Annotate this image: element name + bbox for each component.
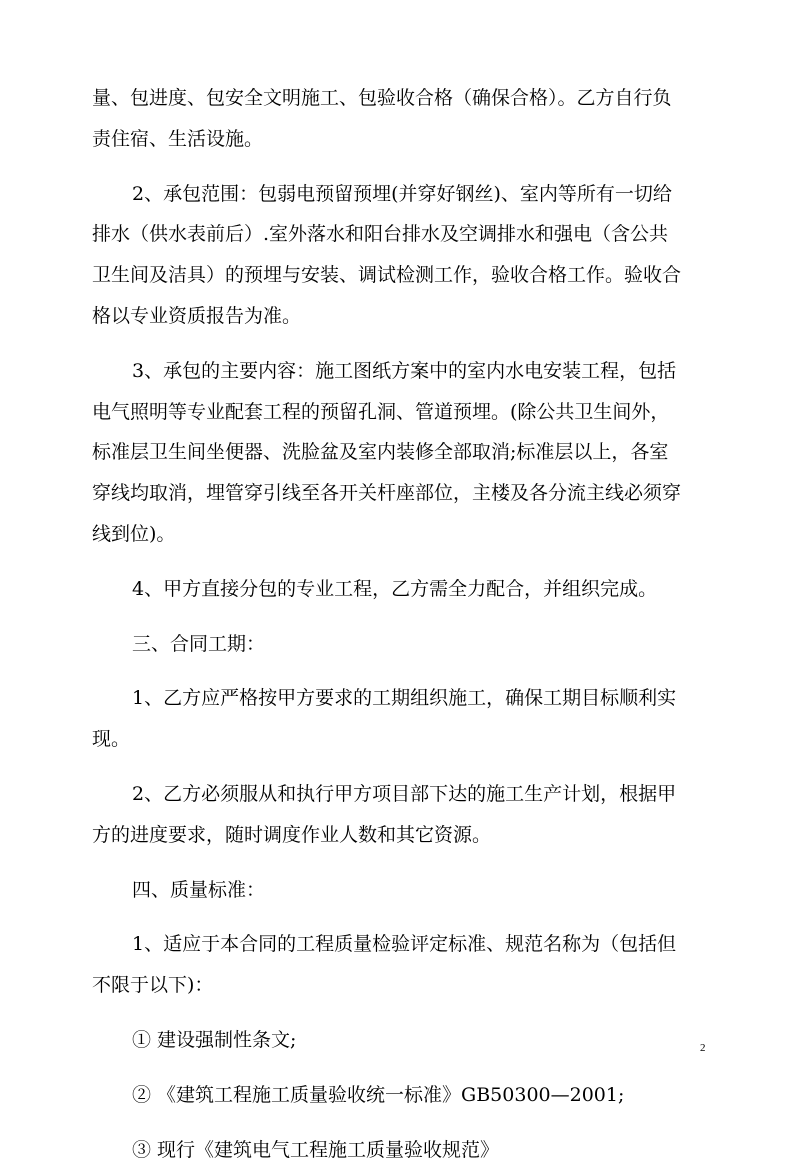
text-line: ① 建设强制性条文; bbox=[132, 1028, 297, 1051]
paragraph bbox=[92, 1075, 712, 1116]
text-line: 4、甲方直接分包的专业工程，乙方需全力配合，并组织完成。 bbox=[132, 577, 658, 600]
paragraph bbox=[92, 678, 712, 760]
paragraph-spacer bbox=[92, 337, 712, 351]
text-line: 责住宿、生活设施。 bbox=[92, 127, 264, 150]
text-line: 现。 bbox=[92, 728, 131, 751]
text-line: 电气照明等专业配套工程的预留孔洞、管道预埋。(除公共卫生间外， bbox=[92, 400, 670, 423]
text-line: 量、包进度、包安全文明施工、包验收合格（确保合格）。乙方自行负 bbox=[92, 87, 672, 109]
paragraph bbox=[92, 174, 712, 337]
text-line: 1、乙方应严格按甲方要求的工期组织施工，确保工期目标顺利实 bbox=[132, 687, 677, 710]
text-line: ② 《建筑工程施工质量验收统一标准》GB50300—2001; bbox=[132, 1083, 625, 1106]
text-line: 三、合同工期： bbox=[132, 632, 266, 655]
paragraph-spacer bbox=[92, 160, 712, 174]
text-line: 方的进度要求，随时调度作业人数和其它资源。 bbox=[92, 823, 492, 846]
text-line: 穿线均取消，埋管穿引线至各开关杆座部位，主楼及各分流主线必须穿 bbox=[92, 482, 682, 505]
paragraph bbox=[92, 351, 712, 555]
paragraph-spacer bbox=[92, 610, 712, 624]
paragraph-spacer bbox=[92, 760, 712, 774]
text-line: 格以专业资质报告为准。 bbox=[92, 304, 302, 327]
paragraph bbox=[92, 924, 712, 1006]
paragraph bbox=[92, 1020, 712, 1061]
text-line: 四、质量标准： bbox=[132, 878, 266, 901]
paragraph-spacer bbox=[92, 555, 712, 569]
text-line: 1、适应于本合同的工程质量检验评定标准、规范名称为（包括但 bbox=[132, 933, 677, 956]
paragraph bbox=[92, 870, 712, 911]
paragraph-spacer bbox=[92, 1061, 712, 1075]
paragraph bbox=[92, 1130, 712, 1170]
text-line: ③ 现行《建筑电气工程施工质量验收规范》 bbox=[132, 1138, 500, 1161]
paragraph-spacer bbox=[92, 664, 712, 678]
text-line: 线到位)。 bbox=[92, 522, 176, 545]
text-line: 2、承包范围：包弱电预留预埋(并穿好钢丝)、室内等所有一切给 bbox=[132, 182, 672, 205]
text-line: 2、乙方必须服从和执行甲方项目部下达的施工生产计划，根据甲 bbox=[132, 782, 677, 805]
document-body bbox=[92, 78, 712, 1170]
paragraph-spacer bbox=[92, 1006, 712, 1020]
text-line: 排水（供水表前后）.室外落水和阳台排水及空调排水和强电（含公共 bbox=[92, 223, 669, 246]
text-line: 不限于以下)： bbox=[92, 974, 214, 997]
text-line: 卫生间及洁具）的预埋与安装、调试检测工作，验收合格工作。验收合 bbox=[92, 264, 682, 287]
paragraph bbox=[92, 624, 712, 665]
paragraph bbox=[92, 569, 712, 610]
text-line: 标准层卫生间坐便器、洗脸盆及室内装修全部取消;标准层以上，各室 bbox=[92, 441, 669, 464]
paragraph-spacer bbox=[92, 910, 712, 924]
page-number: 2 bbox=[700, 1042, 706, 1054]
text-line: 3、承包的主要内容：施工图纸方案中的室内水电安装工程，包括 bbox=[132, 359, 677, 382]
paragraph-spacer bbox=[92, 856, 712, 870]
paragraph bbox=[92, 78, 712, 160]
paragraph bbox=[92, 774, 712, 856]
